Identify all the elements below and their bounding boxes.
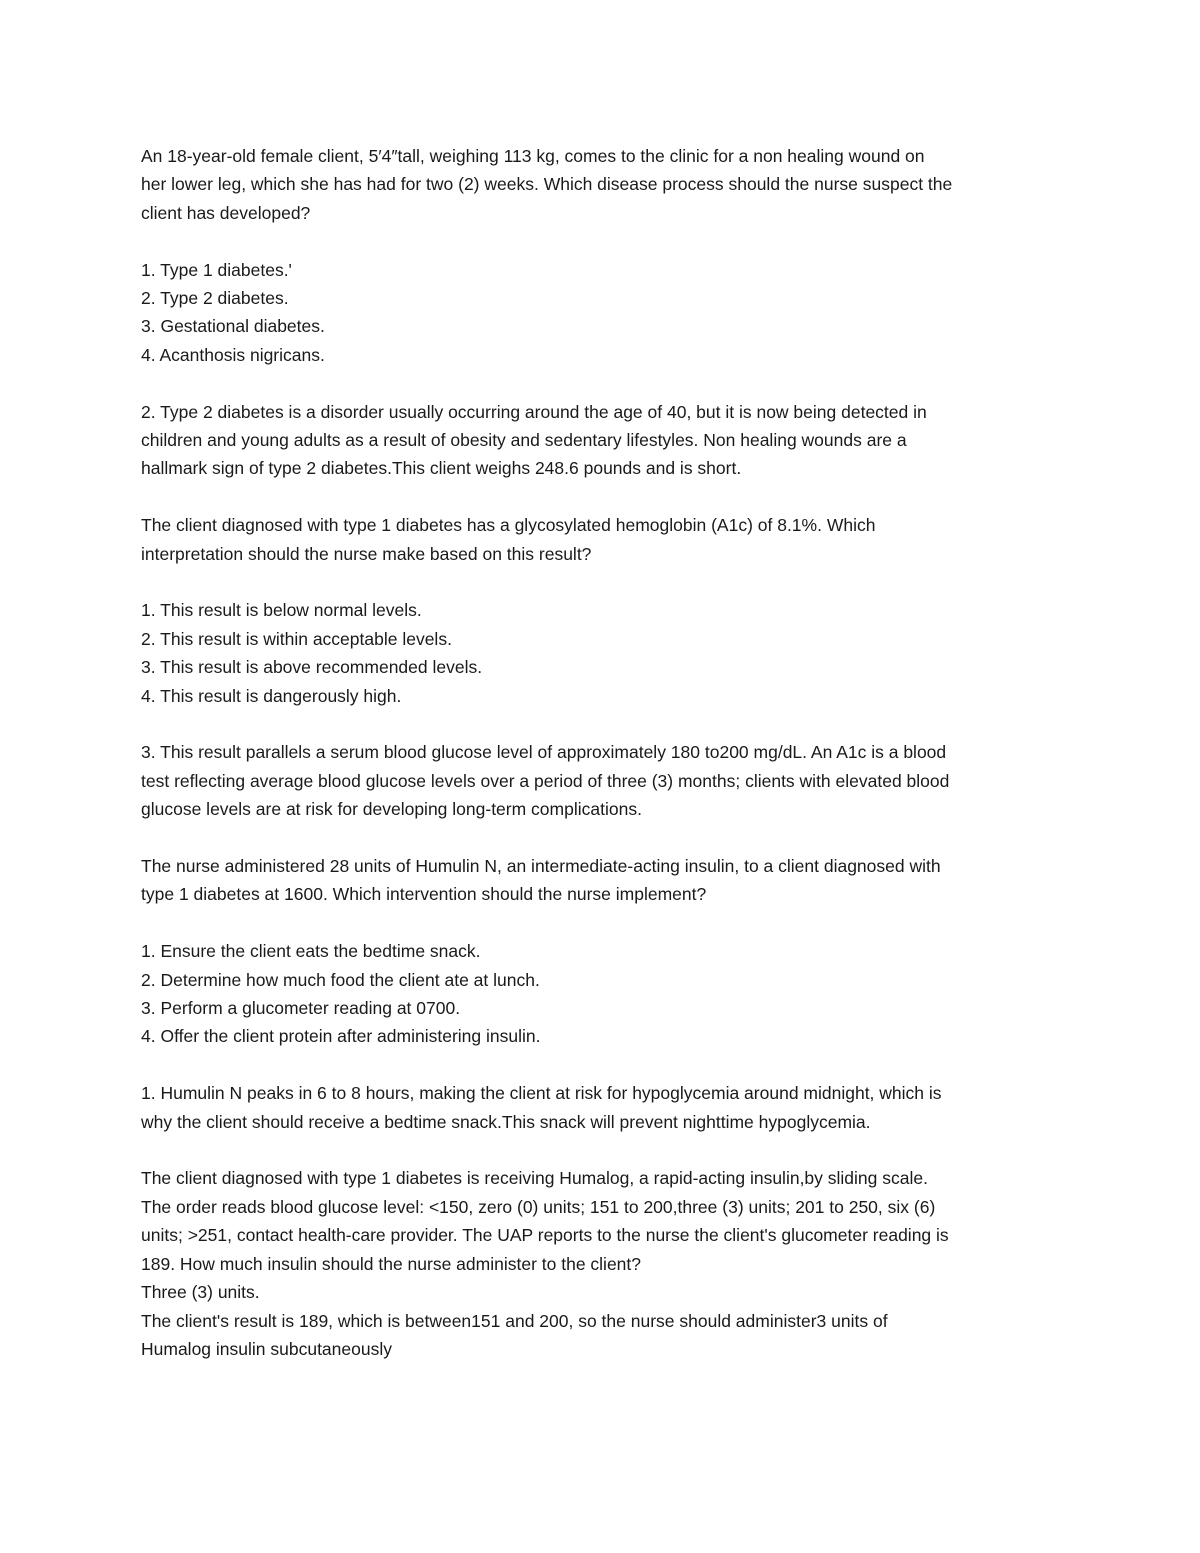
q1-option: 3. Gestational diabetes. [141,316,325,337]
spacer [141,227,1071,255]
q3-stem-line: The nurse administered 28 units of Humulin N, an intermediate-acting insulin, to a client diagnosed with [141,856,941,877]
q2-answer-line: test reflecting average blood glucose levels over a period of three (3) months; clients with elevated blood [141,770,950,791]
q1-stem-line: An 18-year-old female client, 5′4″tall, weighing 113 kg, comes to the clinic for a non healing wound on [141,146,925,166]
q1-stem-line: her lower leg, which she has had for two (2) weeks. Which disease process should the nurse suspect the [141,174,953,195]
q2-option: 1. This result is below normal levels. [141,600,422,621]
q1-option: 4. Acanthosis nigricans. [141,344,325,365]
q3-answer-line: why the client should receive a bedtime snack.This snack will prevent nighttime hypoglycemia. [141,1111,871,1132]
q1-answer-line: 2. Type 2 diabetes is a disorder usually occurring around the age of 40, but it is now being detected in [141,401,927,422]
q2-option: 3. This result is above recommended levels. [141,657,483,678]
spacer [141,483,1071,511]
q2-option: 4. This result is dangerously high. [141,685,402,706]
q3-answer-line: 1. Humulin N peaks in 6 to 8 hours, making the client at risk for hypoglycemia around midnight, which is [141,1083,942,1104]
q4-answer-line: The client's result is 189, which is between151 and 200, so the nurse should administer3 units of [141,1310,888,1331]
spacer [141,568,1071,596]
q3-option: 3. Perform a glucometer reading at 0700. [141,998,461,1019]
q2-stem-line: The client diagnosed with type 1 diabetes has a glycosylated hemoglobin (A1c) of 8.1%. Which [141,515,876,536]
q4-stem-line: 189. How much insulin should the nurse administer to the client? [141,1253,641,1274]
q3-option: 1. Ensure the client eats the bedtime snack. [141,941,481,962]
q1-option: 1. Type 1 diabetes.' [141,259,292,280]
q3-option: 4. Offer the client protein after administering insulin. [141,1026,541,1047]
q2-option: 2. This result is within acceptable levels. [141,628,452,649]
q2-stem-line: interpretation should the nurse make based on this result? [141,543,592,564]
spacer [141,369,1071,397]
q4-answer-line: Humalog insulin subcutaneously [141,1338,392,1359]
q3-stem-line: type 1 diabetes at 1600. Which intervention should the nurse implement? [141,884,707,905]
q4-answer-label: Three (3) units. [141,1282,260,1303]
spacer [141,1051,1071,1079]
q1-stem-line: client has developed? [141,202,311,223]
q1-answer-line: hallmark sign of type 2 diabetes.This client weighs 248.6 pounds and is short. [141,458,742,479]
spacer [141,710,1071,738]
q1-option: 2. Type 2 diabetes. [141,288,289,309]
spacer [141,1136,1071,1164]
q4-stem-line: units; >251, contact health-care provider. The UAP reports to the nurse the client's glucometer reading is [141,1225,949,1246]
spacer [141,824,1071,852]
q2-answer-line: glucose levels are at risk for developing long-term complications. [141,799,642,820]
q1-answer-line: children and young adults as a result of obesity and sedentary lifestyles. Non healing wounds are a [141,430,907,451]
spacer [141,909,1071,937]
q4-stem-line: The order reads blood glucose level: <150, zero (0) units; 151 to 200,three (3) units; 201 to 250, six (6) [141,1196,936,1217]
q3-option: 2. Determine how much food the client ate at lunch. [141,969,540,990]
document-body [141,142,1071,1363]
q2-answer-line: 3. This result parallels a serum blood glucose level of approximately 180 to200 mg/dL. An A1c is a blood [141,742,947,763]
q4-stem-line: The client diagnosed with type 1 diabetes is receiving Humalog, a rapid-acting insulin,by sliding scale. [141,1168,928,1189]
